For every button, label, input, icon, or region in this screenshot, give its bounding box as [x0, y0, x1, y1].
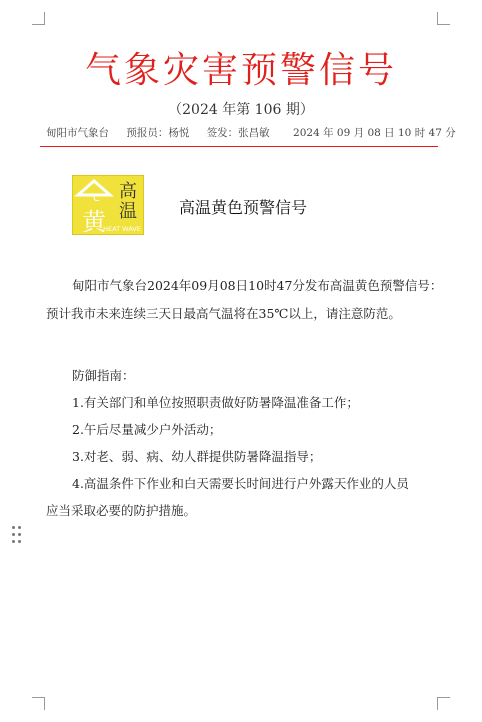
high-temperature-yellow-icon	[72, 175, 144, 235]
page-corner-mark	[437, 12, 450, 25]
icon-bottom-text: 温	[119, 201, 137, 222]
guide-item: 4.高温条件下作业和白天需要长时间进行户外露天作业的人员	[72, 476, 409, 491]
signal-title: 高温黄色预警信号	[179, 198, 308, 217]
guide-section	[46, 366, 446, 528]
page-corner-mark	[32, 697, 45, 710]
issue-number: （2024 年第 106 期）	[168, 102, 314, 118]
guide-item-continuation: 应当采取必要的防护措施。	[46, 503, 197, 518]
page-corner-mark	[32, 12, 45, 25]
page-corner-mark	[437, 697, 450, 710]
drag-handle-icon[interactable]	[12, 526, 22, 544]
icon-level-text: 黄	[82, 208, 106, 235]
body-line-1: 甸阳市气象台2024年09月08日10时47分发布高温黄色预警信号：	[72, 278, 443, 293]
red-divider	[40, 146, 438, 147]
icon-en-text: HEAT WAVE	[103, 225, 141, 233]
signer: 签发：张昌敏	[206, 127, 270, 139]
body-line-2: 预计我市未来连续三天日最高气温将在35℃以上，请注意防范。	[46, 306, 401, 321]
guide-item: 2.午后尽量减少户外活动；	[72, 422, 222, 437]
station-name: 甸阳市气象台	[46, 127, 109, 139]
document-title: 气象灾害预警信号	[84, 50, 397, 91]
issue-date: 2024 年 09 月 08 日 10 时 47 分	[293, 127, 456, 139]
svg-text:°C: °C	[88, 193, 100, 204]
guide-heading: 防御指南：	[72, 368, 135, 383]
icon-top-text: 高	[119, 181, 137, 202]
guide-item: 3.对老、弱、病、幼人群提供防暑降温指导；	[72, 449, 322, 464]
reporter: 预报员：杨悦	[126, 127, 190, 139]
meta-line	[46, 125, 456, 140]
guide-item: 1.有关部门和单位按照职责做好防暑降温准备工作；	[72, 395, 359, 410]
